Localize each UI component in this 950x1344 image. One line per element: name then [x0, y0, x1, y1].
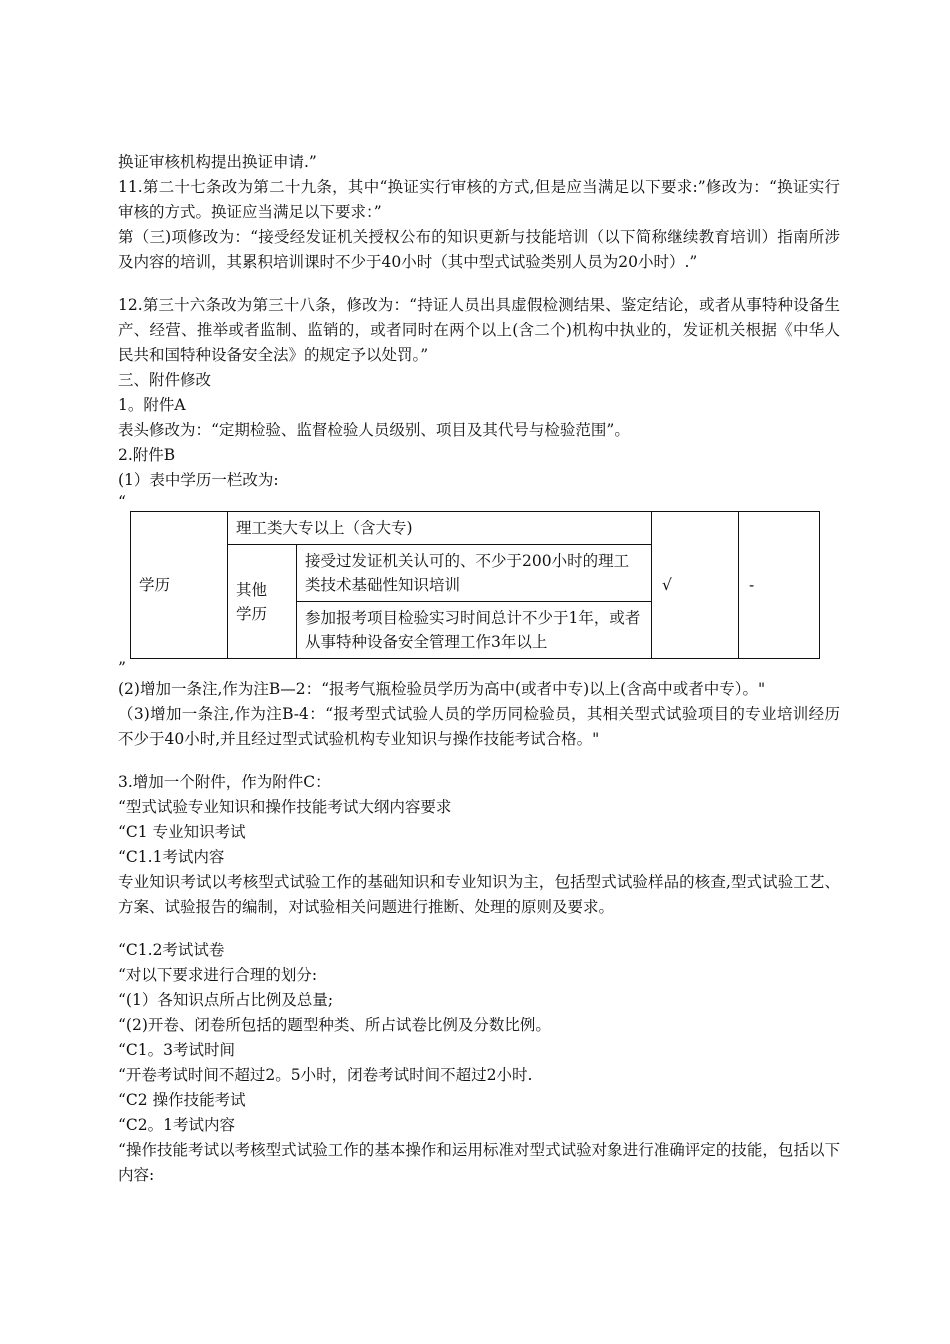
- paragraph: 表头修改为：“定期检验、监督检验人员级别、项目及其代号与检验范围”。: [118, 421, 630, 439]
- paragraph: “C1 专业知识考试: [118, 823, 246, 841]
- paragraph: “(2)开卷、闭卷所包括的题型种类、所占试卷比例及分数比例。: [118, 1016, 551, 1034]
- document-page: [118, 150, 840, 1188]
- section-heading: 三、附件修改: [118, 371, 212, 389]
- cell-dash: -: [739, 512, 820, 659]
- paragraph: “开卷考试时间不超过2。5小时，闭卷考试时间不超过2小时.: [118, 1066, 533, 1084]
- cell-r1: 理工类大专以上（含大专): [228, 512, 652, 545]
- cell-check: √: [652, 512, 739, 659]
- paragraph: “C2 操作技能考试: [118, 1091, 246, 1109]
- paragraph: 11.第二十七条改为第二十九条，其中“换证实行审核的方式,但是应当满足以下要求:”修改为：“换证实行审核的方式。换证应当满足以下要求：”: [118, 178, 840, 221]
- paragraph: 2.附件B: [118, 446, 176, 464]
- paragraph: “C2。1考试内容: [118, 1116, 236, 1134]
- paragraph: “型式试验专业知识和操作技能考试大纲内容要求: [118, 798, 452, 816]
- paragraph: 1。附件A: [118, 396, 186, 414]
- paragraph: (1）表中学历一栏改为:: [118, 471, 279, 489]
- open-quote: “: [118, 493, 126, 511]
- paragraph: 3.增加一个附件，作为附件C：: [118, 773, 331, 791]
- paragraph: 换证审核机构提出换证申请.”: [118, 153, 317, 171]
- education-table: [130, 511, 820, 659]
- paragraph: “(1）各知识点所占比例及总量;: [118, 991, 334, 1009]
- cell-r3: 参加报考项目检验实习时间总计不少于1年，或者从事特种设备安全管理工作3年以上: [297, 602, 652, 659]
- paragraph: “C1。3考试时间: [118, 1041, 236, 1059]
- paragraph: “C1.1考试内容: [118, 848, 225, 866]
- paragraph: “对以下要求进行合理的划分:: [118, 966, 318, 984]
- cell-qita: 其他 学历: [228, 545, 297, 659]
- paragraph: 专业知识考试以考核型式试验工作的基础知识和专业知识为主，包括型式试验样品的核查,型式试验工艺、方案、试验报告的编制，对试验相关问题进行推断、处理的原则及要求。: [118, 873, 840, 916]
- paragraph: （3)增加一条注,作为注B-4：“报考型式试验人员的学历同检验员，其相关型式试验项目的专业培训经历不少于40小时,并且经过型式试验机构专业知识与操作技能考试合格。": [118, 705, 840, 748]
- paragraph: “C1.2考试试卷: [118, 941, 225, 959]
- paragraph: “操作技能考试以考核型式试验工作的基本操作和运用标准对型式试验对象进行准确评定的技能，包括以下内容:: [118, 1141, 840, 1184]
- paragraph: 12.第三十六条改为第三十八条，修改为：“持证人员出具虚假检测结果、鉴定结论，或者从事特种设备生产、经营、推举或者监制、监销的，或者同时在两个以上(含二个)机构中执业的，发证机关根据《中华人民共和国特种设备安全法》的规定予以处罚。”: [118, 296, 840, 364]
- paragraph: (2)增加一条注,作为注B—2：“报考气瓶检验员学历为高中(或者中专)以上(含高中或者中专）。": [118, 680, 766, 698]
- cell-r2: 接受过发证机关认可的、不少于200小时的理工类技术基础性知识培训: [297, 545, 652, 602]
- close-quote: ”: [118, 659, 126, 677]
- paragraph: 第（三)项修改为：“接受经发证机关授权公布的知识更新与技能培训（以下简称继续教育培训）指南所涉及内容的培训，其累积培训课时不少于40小时（其中型式试验类别人员为20小时）.”: [118, 228, 840, 271]
- cell-xueli: 学历: [131, 512, 228, 659]
